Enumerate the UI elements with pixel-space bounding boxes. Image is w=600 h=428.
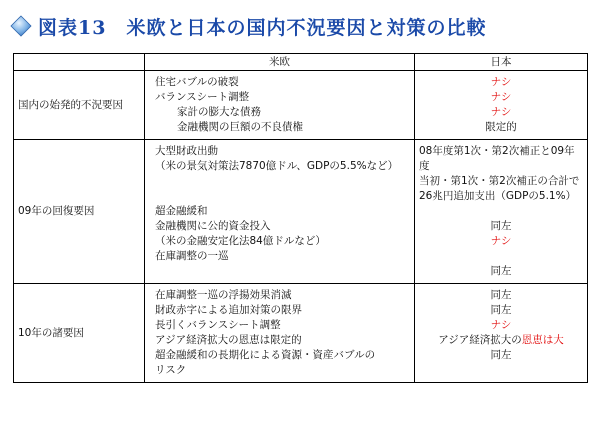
- list-item: アジア経済拡大の恩恵は限定的: [155, 334, 302, 346]
- list-item: リスク: [155, 364, 187, 376]
- japan-value: 同左: [490, 289, 512, 301]
- table-header-row: [14, 54, 588, 71]
- japan-note-line: 08年度第1次・第2次補正と09年度: [419, 145, 575, 172]
- title-area: [10, 8, 486, 44]
- header-western: 米欧: [145, 54, 415, 71]
- western-cell: [145, 71, 415, 140]
- japan-value: ナシ: [490, 235, 512, 247]
- header-japan: 日本: [415, 54, 588, 71]
- western-cell: [145, 140, 415, 284]
- japan-cell: [415, 71, 588, 140]
- comparison-table: [13, 53, 588, 383]
- list-item: 超金融緩和の長期化による資源・資産バブルの: [155, 349, 376, 361]
- list-item: 家計の膨大な債務: [177, 106, 261, 118]
- list-item: 在庫調整一巡の浮揚効果消滅: [155, 289, 292, 301]
- header-blank: [14, 54, 145, 71]
- list-item: 超金融緩和: [155, 205, 208, 217]
- list-item: 長引くバランスシート調整: [155, 319, 281, 331]
- page-title: 図表13 米欧と日本の国内不況要因と対策の比較: [38, 16, 487, 39]
- list-item: 住宅バブルの破裂: [155, 76, 239, 88]
- japan-value: 同左: [490, 265, 512, 277]
- japan-value: ナシ: [490, 319, 512, 331]
- japan-value: ナシ: [490, 76, 512, 88]
- japan-value: 同左: [490, 304, 512, 316]
- list-item: （米の金融安定化法84億ドルなど）: [155, 235, 326, 247]
- japan-value: 同左: [490, 349, 512, 361]
- japan-note-line: 当初・第1次・第2次補正の合計で: [419, 175, 580, 187]
- list-item: 在庫調整の一巡: [155, 250, 229, 262]
- japan-value: 限定的: [485, 121, 517, 133]
- table-row: [14, 71, 588, 140]
- japan-value: 同左: [490, 220, 512, 232]
- japan-value: ナシ: [490, 91, 512, 103]
- list-item: 財政赤字による追加対策の限界: [155, 304, 302, 316]
- japan-value-mixed: [419, 333, 583, 348]
- japan-cell: [415, 140, 588, 284]
- japan-cell: [415, 284, 588, 383]
- japan-value: ナシ: [490, 106, 512, 118]
- list-item: （米の景気対策法7870億ドル、GDPの5.5%など）: [155, 160, 399, 172]
- japan-note-line: 26兆円追加支出（GDPの5.1%）: [419, 190, 577, 202]
- list-item: バランスシート調整: [155, 91, 250, 103]
- row-category: 10年の諸要因: [14, 284, 145, 383]
- table-row: [14, 140, 588, 284]
- list-item: 金融機関の巨額の不良債権: [177, 121, 303, 133]
- diamond-bullet-icon: [10, 15, 32, 37]
- row-category: 09年の回復要因: [14, 140, 145, 284]
- table-row: [14, 284, 588, 383]
- japan-value-prefix: アジア経済拡大の: [438, 334, 522, 346]
- western-cell: [145, 284, 415, 383]
- row-category: 国内の始発的不況要因: [14, 71, 145, 140]
- japan-value-highlight: 恩恵は大: [521, 334, 564, 346]
- list-item: 金融機関に公的資金投入: [155, 220, 271, 232]
- list-item: 大型財政出動: [155, 145, 218, 157]
